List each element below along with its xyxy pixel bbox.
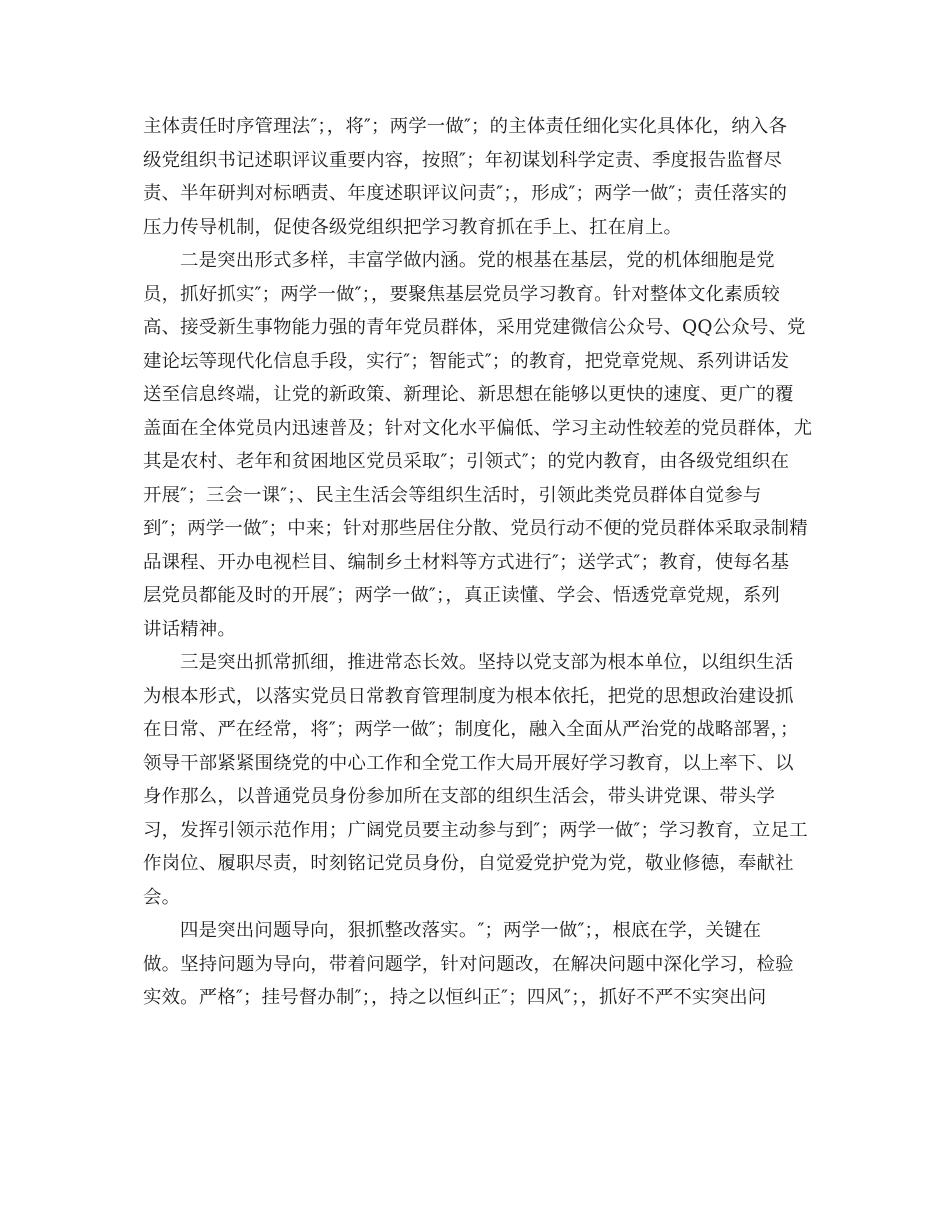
text-line: 实效。严格″；挂号督办制″；，持之以恒纠正″；四风″；，抓好不严不实突出问: [143, 987, 767, 1008]
text-line: 高、接受新生事物能力强的青年党员群体，采用党建微信公众号、QQ公众号、党: [143, 317, 806, 338]
text-line: 盖面在全体党员内迅速普及；针对文化水平偏低、学习主动性较差的党员群体，尤: [143, 417, 813, 439]
text-line: 到″；两学一做″；中来；针对那些居住分散、党员行动不便的党员群体采取录制精: [143, 518, 808, 539]
text-line: 领导干部紧紧围绕党的中心工作和全党工作大局开展好学习教育，以上率下、以: [143, 752, 794, 774]
text-line: 三是突出抓常抓细，推进常态长效。坚持以党支部为根本单位，以组织生活: [180, 652, 794, 673]
text-line: 做。坚持问题为导向，带着问题学，针对问题改，在解决问题中深化学习，检验: [143, 953, 794, 975]
text-line: 为根本形式，以落实党员日常教育管理制度为根本依托，把党的思想政治建设抓: [143, 685, 794, 707]
text-line: 责、半年研判对标晒责、年度述职评议问责″；，形成″；两学一做″；责任落实的: [143, 183, 788, 204]
text-line: 开展″；三会一课″；、民主生活会等组织生活时，引领此类党员群体自觉参与: [143, 484, 762, 506]
text-line: 级党组织书记述职评议重要内容，按照″；年初谋划科学定责、季度报告监督尽: [143, 149, 783, 171]
text-line: 层党员都能及时的开展″；两学一做″；，真正读懂、学会、悟透党章党规，系列: [143, 585, 781, 606]
text-line: 习，发挥引领示范作用；广阔党员要主动参与到″；两学一做″；学习教育，立足工: [143, 819, 808, 841]
text-line: 主体责任时序管理法″；，将″；两学一做″；的主体责任细化实化具体化，纳入各: [143, 116, 788, 137]
text-line: 员，抓好抓实″；两学一做″；，要聚焦基层党员学习教育。针对整体文化素质较: [143, 283, 781, 305]
text-line: 讲话精神。: [143, 618, 236, 640]
text-line: 在日常、严在经常，将″；两学一做″；制度化，融入全面从严治党的战略部署，；: [143, 719, 799, 740]
text-line: 身作那么，以普通党员身份参加所在支部的组织生活会，带头讲党课、带头学: [143, 786, 776, 807]
text-line: 建论坛等现代化信息手段，实行″；智能式″；的教育，把党章党规、系列讲话发: [143, 350, 790, 372]
text-line: 四是突出问题导向，狠抓整改落实。″；两学一做″；，根底在学，关键在: [180, 920, 762, 941]
text-line: 作岗位、履职尽责，时刻铭记党员身份，自觉爱党护党为党，敬业修德，奉献社: [143, 853, 794, 874]
paragraph-problem-oriented: [143, 914, 813, 1015]
text-line: 品课程、开办电视栏目、编制乡土材料等方式进行″；送学式″；教育，使每名基: [143, 551, 790, 573]
text-line: 压力传导机制，促使各级党组织把学习教育抓在手上、扛在肩上。: [143, 216, 683, 238]
paragraph-regular-detail: [143, 646, 813, 914]
document-body: [143, 110, 813, 1015]
text-line: 其是农村、老年和贫困地区党员采取″；引领式″；的党内教育，由各级党组织在: [143, 451, 790, 472]
paragraph-diverse-forms: [143, 244, 813, 646]
text-line: 送至信息终端，让党的新政策、新理论、新思想在能够以更快的速度、更广的覆: [143, 384, 794, 405]
paragraph-responsibility: [143, 110, 813, 244]
text-line: 二是突出形式多样，丰富学做内涵。党的根基在基层，党的机体细胞是党: [180, 250, 775, 271]
text-line: 会。: [143, 886, 181, 908]
